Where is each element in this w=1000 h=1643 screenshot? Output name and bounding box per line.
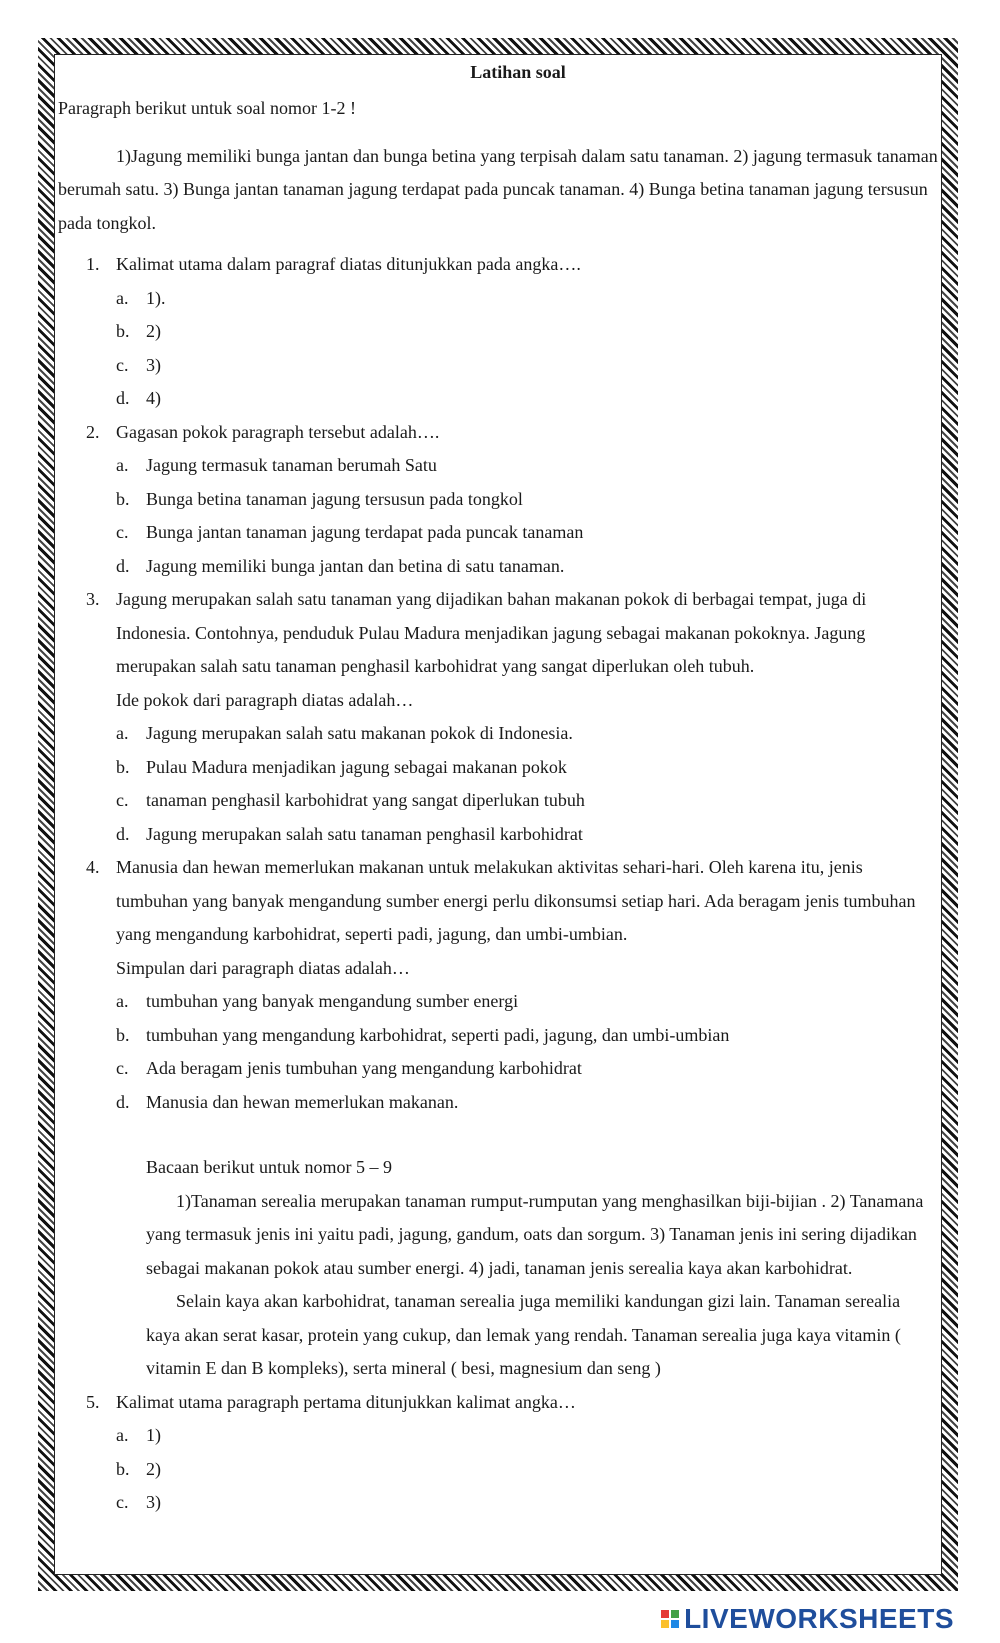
question-number: 3. xyxy=(86,589,100,609)
option-text: 2) xyxy=(146,321,161,341)
intro-text: Paragraph berikut untuk soal nomor 1-2 ! xyxy=(58,98,356,118)
question-3 xyxy=(58,583,938,851)
worksheet-content xyxy=(58,58,938,1520)
option-letter: c. xyxy=(116,1492,129,1512)
option-text: Jagung merupakan salah satu tanaman penghasil karbohidrat xyxy=(146,823,583,844)
option-letter: b. xyxy=(116,321,130,341)
option-text: 1). xyxy=(146,287,166,308)
option-text: Pulau Madura menjadikan jagung sebagai makanan pokok xyxy=(146,756,567,777)
question-text: Manusia dan hewan memerlukan makanan untuk melakukan aktivitas sehari-hari. Oleh karena itu, jenis tumbuhan yang banyak mengandung sumber energi perlu dikonsumsi setiap hari. Ada beragam jenis tumbuhan yang mengandung karbohidrat, seperti padi, jagung, dan umbi-umbian. xyxy=(116,857,916,944)
option-letter: b. xyxy=(116,756,130,777)
question-text: Kalimat utama dalam paragraf diatas ditunjukkan pada angka…. xyxy=(116,254,581,274)
option-text: Jagung termasuk tanaman berumah Satu xyxy=(146,455,437,475)
option-text: Ada beragam jenis tumbuhan yang mengandung karbohidrat xyxy=(146,1058,582,1078)
option-d[interactable] xyxy=(58,550,938,584)
question-prompt: Simpulan dari paragraph diatas adalah… xyxy=(116,957,410,978)
option-b[interactable] xyxy=(58,1019,938,1053)
option-text: 3) xyxy=(146,354,161,375)
option-c[interactable] xyxy=(58,1052,938,1086)
option-text: tanaman penghasil karbohidrat yang sangat diperlukan tubuh xyxy=(146,790,585,810)
question-text: Jagung merupakan salah satu tanaman yang dijadikan bahan makanan pokok di berbagai tempat, juga di Indonesia. Contohnya, penduduk Pulau Madura menjadikan jagung sebagai makanan pokoknya. Jagung merupakan salah satu tanaman penghasil karbohidrat yang sangat diperlukan oleh tubuh. xyxy=(116,589,867,676)
option-d[interactable] xyxy=(58,818,938,852)
option-a[interactable] xyxy=(58,282,938,316)
option-text: Jagung merupakan salah satu makanan pokok di Indonesia. xyxy=(146,723,573,743)
option-letter: d. xyxy=(116,1091,130,1112)
page-title: Latihan soal xyxy=(470,62,566,82)
option-letter: a. xyxy=(116,455,129,475)
option-text: tumbuhan yang banyak mengandung sumber energi xyxy=(146,991,519,1011)
option-letter: b. xyxy=(116,488,130,509)
option-d[interactable] xyxy=(58,1086,938,1120)
option-letter: c. xyxy=(116,1058,129,1078)
option-b[interactable] xyxy=(58,483,938,517)
option-letter: b. xyxy=(116,1024,130,1045)
option-c[interactable] xyxy=(58,784,938,818)
option-text: 2) xyxy=(146,1458,161,1479)
logo-grid-icon xyxy=(661,1610,679,1628)
logo-square-blue xyxy=(671,1620,679,1628)
reading-passage xyxy=(58,1151,938,1386)
logo-square-yellow xyxy=(661,1620,669,1628)
option-letter: d. xyxy=(116,388,130,408)
question-1 xyxy=(58,248,938,416)
option-b[interactable] xyxy=(58,751,938,785)
option-letter: a. xyxy=(116,723,129,743)
option-letter: c. xyxy=(116,522,129,542)
paragraph-1: 1)Jagung memiliki bunga jantan dan bunga betina yang terpisah dalam satu tanaman. 2) jagung termasuk tanaman berumah satu. 3) Bunga jantan tanaman jagung terdapat pada puncak tanaman. 4) Bunga betina tanaman jagung tersusun pada tongkol. xyxy=(58,145,938,233)
question-number: 5. xyxy=(86,1391,100,1412)
option-text: 3) xyxy=(146,1492,161,1512)
option-text: Bunga betina tanaman jagung tersusun pada tongkol xyxy=(146,488,523,509)
question-text: Kalimat utama paragraph pertama ditunjukkan kalimat angka… xyxy=(116,1391,576,1412)
question-text: Gagasan pokok paragraph tersebut adalah…. xyxy=(116,421,440,442)
reading-heading: Bacaan berikut untuk nomor 5 – 9 xyxy=(146,1157,392,1177)
brand-name: LIVEWORKSHEETS xyxy=(684,1603,954,1634)
reading-paragraph-1: 1)Tanaman serealia merupakan tanaman rumput-rumputan yang menghasilkan biji-bijian . 2) Tanamana yang termasuk jenis ini yaitu padi, jagung, gandum, oats dan sorgum. 3) Tanaman jenis ini sering dijadikan sebagai makanan pokok atau sumber energi. 4) jadi, tanaman jenis serealia kaya akan karbohidrat. xyxy=(146,1190,924,1278)
option-c[interactable] xyxy=(58,516,938,550)
logo-square-green xyxy=(671,1610,679,1618)
option-text: Manusia dan hewan memerlukan makanan. xyxy=(146,1091,459,1112)
option-b[interactable] xyxy=(58,1453,938,1487)
option-letter: b. xyxy=(116,1458,130,1479)
question-number: 1. xyxy=(86,254,100,274)
option-letter: c. xyxy=(116,790,129,810)
liveworksheets-logo[interactable] xyxy=(661,1603,954,1635)
option-d[interactable] xyxy=(58,382,938,416)
option-b[interactable] xyxy=(58,315,938,349)
option-letter: a. xyxy=(116,991,129,1011)
question-5 xyxy=(58,1386,938,1520)
option-text: Jagung memiliki bunga jantan dan betina di satu tanaman. xyxy=(146,555,565,576)
option-c[interactable] xyxy=(58,1486,938,1520)
option-a[interactable] xyxy=(58,449,938,483)
option-text: tumbuhan yang mengandung karbohidrat, seperti padi, jagung, dan umbi-umbian xyxy=(146,1024,730,1045)
option-text: 1) xyxy=(146,1425,161,1445)
option-letter: a. xyxy=(116,287,129,308)
option-letter: d. xyxy=(116,823,130,844)
option-a[interactable] xyxy=(58,717,938,751)
logo-square-red xyxy=(661,1610,669,1618)
question-2 xyxy=(58,416,938,584)
option-letter: c. xyxy=(116,354,129,375)
option-letter: a. xyxy=(116,1425,129,1445)
option-c[interactable] xyxy=(58,349,938,383)
option-a[interactable] xyxy=(58,985,938,1019)
reading-paragraph-2: Selain kaya akan karbohidrat, tanaman serealia juga memiliki kandungan gizi lain. Tanaman serealia kaya akan serat kasar, protein yang cukup, dan lemak yang rendah. Tanaman serealia juga kaya vitamin ( vitamin E dan B kompleks), serta mineral ( besi, magnesium dan seng ) xyxy=(146,1291,901,1378)
option-letter: d. xyxy=(116,555,130,576)
question-4 xyxy=(58,851,938,1119)
question-number: 4. xyxy=(86,857,100,877)
question-prompt: Ide pokok dari paragraph diatas adalah… xyxy=(116,689,414,710)
option-text: 4) xyxy=(146,388,161,408)
question-number: 2. xyxy=(86,421,100,442)
option-a[interactable] xyxy=(58,1419,938,1453)
option-text: Bunga jantan tanaman jagung terdapat pada puncak tanaman xyxy=(146,522,584,542)
